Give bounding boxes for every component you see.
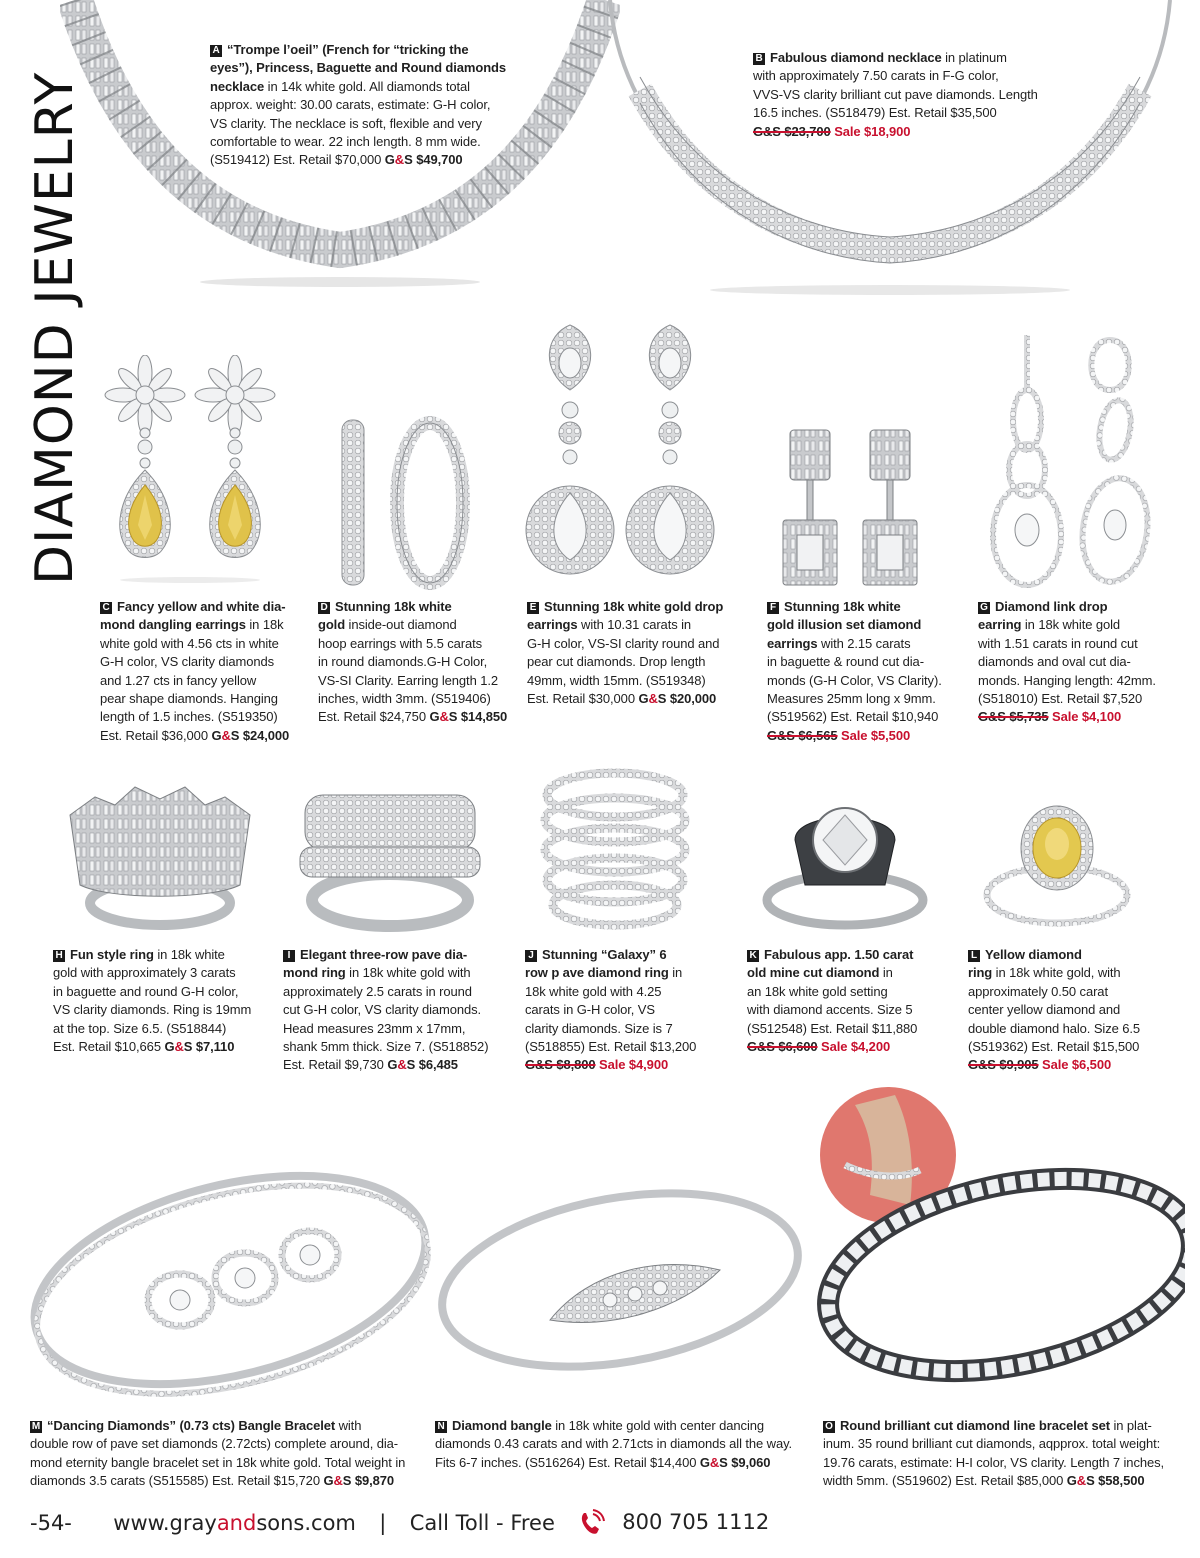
item-line: [968, 946, 1178, 964]
item-title: Round brilliant cut diamond line bracelet set: [840, 1418, 1110, 1433]
item-text: approximately 0.50 carat: [968, 983, 1108, 999]
item-h: [53, 946, 273, 1056]
item-letter-badge: H: [53, 950, 65, 962]
item-line: [318, 708, 518, 726]
item-line: [968, 964, 1178, 982]
item-line: [283, 1038, 513, 1056]
item-text: with 10.31 carats in: [577, 617, 692, 633]
item-line: [318, 690, 518, 708]
item-text: double diamond halo. Size 6.5: [968, 1020, 1141, 1036]
sale-price: Sale $6,500: [1038, 1057, 1112, 1073]
item-line: [53, 1001, 273, 1019]
item-title: necklace: [210, 78, 265, 94]
item-title: Stunning 18k white: [784, 599, 901, 614]
item-line: [767, 727, 967, 745]
item-line: [823, 1454, 1193, 1472]
item-line: [747, 964, 947, 982]
gs-label: G&S: [429, 709, 461, 725]
item-line: [747, 946, 947, 964]
gs-label: G&S: [699, 1454, 732, 1470]
item-text: 16.5 inches. (S518479) Est. Retail $35,500: [753, 105, 997, 121]
item-line: [100, 690, 300, 708]
item-line: [767, 690, 967, 708]
item-line: [968, 1056, 1178, 1074]
item-line: [318, 598, 518, 616]
item-text: mond eternity bangle bracelet set in 18k white gold. Total weight in: [30, 1454, 406, 1470]
item-title: gold: [318, 617, 346, 633]
item-text: in baguette & round cut dia-: [767, 654, 924, 670]
item-line: [767, 672, 967, 690]
item-line: [823, 1435, 1193, 1453]
product-image-ring-i: [290, 775, 490, 935]
item-line: [527, 690, 747, 708]
item-text: approx. weight: 30.00 carats, estimate: G-H color,: [210, 97, 491, 113]
sale-price: Sale $18,900: [830, 123, 911, 139]
item-line: [747, 1020, 947, 1038]
gs-original-price: G&S $23,700: [753, 123, 831, 139]
item-text: in 18k white gold with center dancing: [551, 1418, 764, 1433]
gs-label: G&S: [323, 1473, 355, 1489]
item-title: earrings: [527, 617, 578, 633]
item-text: Est. Retail $10,665: [53, 1039, 165, 1055]
item-line: [525, 1001, 725, 1019]
item-title: eyes”), Princess, Baguette and Round diamonds: [210, 60, 507, 76]
item-title: Fun style ring: [70, 947, 154, 962]
item-text: with approximately 7.50 carats in F-G color,: [753, 68, 999, 84]
item-title: mond dangling earrings: [100, 617, 246, 633]
item-title: Stunning “Galaxy” 6: [542, 947, 667, 962]
item-title: gold illusion set diamond: [767, 617, 922, 633]
gs-price: $24,000: [242, 727, 290, 743]
item-text: with 1.51 carats in round cut: [978, 635, 1138, 651]
item-line: [100, 635, 300, 653]
item-line: [100, 616, 300, 634]
item-line: [753, 104, 1083, 122]
item-i: [283, 946, 513, 1075]
gs-label: G&S: [384, 152, 417, 168]
item-text: at the top. Size 6.5. (S518844): [53, 1020, 227, 1036]
item-line: [435, 1435, 815, 1453]
item-title: earring: [978, 617, 1022, 633]
website-link[interactable]: [113, 1510, 362, 1534]
item-text: diamonds 0.43 carats and with 2.71cts in diamonds all the way.: [435, 1436, 793, 1452]
phone-icon: [576, 1508, 606, 1538]
item-line: [100, 598, 300, 616]
item-letter-badge: O: [823, 1421, 835, 1433]
item-text: in round diamonds.G-H Color,: [318, 654, 488, 670]
item-text: in: [668, 965, 683, 981]
website-part-2: and: [216, 1511, 257, 1535]
item-line: [30, 1417, 430, 1435]
website-part-1: www.gray: [113, 1511, 217, 1535]
item-line: [978, 616, 1178, 634]
item-line: [210, 151, 540, 169]
item-o: [823, 1417, 1193, 1491]
item-text: (S519362) Est. Retail $15,500: [968, 1039, 1140, 1055]
item-line: [747, 1038, 947, 1056]
gs-price: $49,700: [416, 152, 463, 168]
item-line: [53, 964, 273, 982]
item-line: [318, 653, 518, 671]
gs-original-price: G&S $9,905: [968, 1057, 1039, 1073]
item-text: pear cut diamonds. Drop length: [527, 654, 706, 670]
item-line: [525, 964, 725, 982]
item-text: in 14k white gold. All diamonds total: [264, 78, 470, 94]
item-g: [978, 598, 1178, 727]
item-text: VS clarity. The necklace is soft, flexible and very: [210, 115, 482, 131]
item-d: [318, 598, 518, 727]
item-text: width 5mm. (S519602) Est. Retail $85,000: [823, 1473, 1067, 1489]
item-text: in 18k white gold with: [345, 965, 471, 981]
item-text: with 2.15 carats: [817, 635, 911, 651]
product-image-ring-j: [530, 755, 700, 935]
item-text: hoop earrings with 5.5 carats: [318, 635, 483, 651]
item-line: [767, 635, 967, 653]
item-line: [525, 1038, 725, 1056]
product-image-earrings-f: [775, 425, 925, 590]
item-text: Fits 6-7 inches. (S516264) Est. Retail $14,400: [435, 1454, 700, 1470]
item-line: [30, 1472, 430, 1490]
item-title: “Dancing Diamonds” (0.73 cts) Bangle Bracelet: [47, 1418, 336, 1433]
item-title: earrings: [767, 635, 818, 651]
item-title: Diamond link drop: [995, 599, 1108, 614]
item-title: Fabulous diamond necklace: [770, 50, 942, 65]
item-line: [283, 983, 513, 1001]
item-line: [747, 1001, 947, 1019]
gs-price: $9,870: [354, 1473, 395, 1489]
item-line: [753, 123, 1083, 141]
item-line: [100, 727, 300, 745]
gs-price: $7,110: [195, 1039, 235, 1055]
item-text: monds. Hanging length: 42mm.: [978, 672, 1156, 688]
item-text: approximately 2.5 carats in round: [283, 983, 472, 999]
item-line: [978, 690, 1178, 708]
item-line: [53, 1038, 273, 1056]
item-line: [435, 1417, 815, 1435]
product-image-earrings-g: [985, 330, 1155, 590]
product-image-bracelet-o: [800, 1085, 1185, 1405]
item-title: Fancy yellow and white dia-: [117, 599, 286, 614]
item-text: and 1.27 cts in fancy yellow: [100, 672, 257, 688]
item-text: inside-out diamond: [345, 617, 457, 633]
item-line: [100, 708, 300, 726]
item-text: with: [335, 1418, 362, 1433]
item-line: [968, 1001, 1178, 1019]
item-line: [527, 653, 747, 671]
item-text: double row of pave set diamonds (2.72cts) complete around, dia-: [30, 1436, 399, 1452]
item-text: Measures 25mm long x 9mm.: [767, 691, 936, 707]
item-line: [527, 635, 747, 653]
item-text: carats in G-H color, VS: [525, 1002, 655, 1018]
item-line: [100, 653, 300, 671]
item-m: [30, 1417, 430, 1491]
item-line: [767, 653, 967, 671]
item-letter-badge: J: [525, 950, 537, 962]
item-text: shank 5mm thick. Size 7. (S518852): [283, 1039, 489, 1055]
item-text: pear shape diamonds. Hanging: [100, 691, 278, 707]
item-text: in plat-: [1109, 1418, 1152, 1433]
item-line: [53, 983, 273, 1001]
item-text: comfortable to wear. 22 inch length. 8 mm wide.: [210, 134, 481, 150]
item-line: [30, 1435, 430, 1453]
item-line: [525, 1020, 725, 1038]
item-text: (S512548) Est. Retail $11,880: [747, 1020, 918, 1036]
item-text: in baguette and round G-H color,: [53, 983, 239, 999]
gs-price: $58,500: [1098, 1473, 1145, 1489]
item-letter-badge: C: [100, 602, 112, 614]
item-line: [767, 708, 967, 726]
item-text: VS-SI Clarity. Earring length 1.2: [318, 672, 498, 688]
footer-separator: |: [379, 1511, 387, 1535]
item-line: [210, 41, 540, 59]
item-text: G-H color, VS clarity diamonds: [100, 654, 275, 670]
item-line: [210, 78, 540, 96]
item-text: cut G-H color, VS clarity diamonds.: [283, 1002, 482, 1018]
item-line: [318, 672, 518, 690]
item-text: 19.76 carats, estimate: H-I color, VS clarity. Length 7 inches,: [823, 1454, 1165, 1470]
item-text: (S518010) Est. Retail $7,520: [978, 691, 1143, 707]
product-image-earrings-e: [525, 315, 715, 590]
item-line: [210, 133, 540, 151]
item-line: [968, 1038, 1178, 1056]
gs-price: $20,000: [669, 691, 717, 707]
item-l: [968, 946, 1178, 1075]
call-toll-free: Call Toll - Free: [409, 1511, 555, 1535]
item-text: diamonds 3.5 carats (S515585) Est. Retail $15,720: [30, 1473, 324, 1489]
product-image-ring-k: [755, 790, 935, 935]
gs-price: $6,485: [418, 1057, 458, 1073]
item-letter-badge: K: [747, 950, 759, 962]
page-number: -54-: [30, 1511, 72, 1535]
gs-price: $14,850: [460, 709, 508, 725]
sale-price: Sale $5,500: [837, 727, 911, 743]
gs-original-price: G&S $5,735: [978, 709, 1049, 725]
item-text: in: [879, 965, 893, 981]
item-line: [747, 983, 947, 1001]
item-text: clarity diamonds. Size is 7: [525, 1020, 673, 1036]
item-line: [527, 598, 747, 616]
item-title: ring: [968, 965, 993, 981]
item-text: with diamond accents. Size 5: [747, 1002, 913, 1018]
item-line: [753, 67, 1083, 85]
item-line: [753, 86, 1083, 104]
sale-price: Sale $4,100: [1048, 709, 1122, 725]
item-letter-badge: B: [753, 53, 765, 65]
phone-number[interactable]: 800 705 1112: [622, 1510, 770, 1534]
item-text: in 18k: [245, 617, 284, 633]
item-text: Est. Retail $24,750: [318, 709, 430, 725]
gs-label: G&S: [164, 1039, 196, 1055]
item-line: [525, 1056, 725, 1074]
sale-price: Sale $4,900: [595, 1057, 669, 1073]
product-image-earrings-d: [330, 415, 475, 590]
item-line: [30, 1454, 430, 1472]
item-line: [210, 96, 540, 114]
item-line: [527, 672, 747, 690]
item-letter-badge: F: [767, 602, 779, 614]
item-line: [53, 946, 273, 964]
item-title: row p ave diamond ring: [525, 965, 669, 981]
product-image-necklace-b: [600, 0, 1180, 300]
item-title: Fabulous app. 1.50 carat: [764, 947, 914, 962]
page-footer: [30, 1508, 770, 1548]
item-text: diamonds and oval cut dia-: [978, 654, 1131, 670]
item-text: (S519412) Est. Retail $70,000: [210, 152, 385, 168]
item-text: white gold with 4.56 cts in white: [100, 635, 279, 651]
item-line: [318, 616, 518, 634]
item-e: [527, 598, 747, 708]
item-line: [210, 115, 540, 133]
item-line: [823, 1472, 1193, 1490]
product-image-ring-l: [975, 800, 1140, 935]
item-n: [435, 1417, 815, 1472]
item-text: center yellow diamond and: [968, 1002, 1121, 1018]
item-line: [525, 983, 725, 1001]
item-text: Est. Retail $9,730: [283, 1057, 388, 1073]
item-title: Yellow diamond: [985, 947, 1082, 962]
item-letter-badge: M: [31, 1421, 41, 1432]
item-line: [435, 1454, 815, 1472]
item-text: in 18k white: [153, 947, 225, 962]
item-line: [283, 946, 513, 964]
item-f: [767, 598, 967, 745]
item-text: VS clarity diamonds. Ring is 19mm: [53, 1002, 252, 1018]
item-line: [968, 983, 1178, 1001]
item-text: inum. 35 round brilliant cut diamonds, aqpprox. total weight:: [823, 1436, 1161, 1452]
product-image-ring-h: [60, 775, 260, 935]
item-line: [53, 1020, 273, 1038]
item-line: [525, 946, 725, 964]
item-text: monds (G-H Color, VS Clarity).: [767, 672, 942, 688]
item-text: gold with approximately 3 carats: [53, 965, 236, 981]
item-k: [747, 946, 947, 1056]
item-a: [210, 41, 540, 170]
gs-price: $9,060: [731, 1454, 771, 1470]
item-line: [767, 616, 967, 634]
item-title: Elegant three-row pave dia-: [300, 947, 468, 962]
item-title: old mine cut diamond: [747, 965, 880, 981]
item-line: [978, 653, 1178, 671]
item-text: in 18k white gold: [1021, 617, 1121, 633]
gs-label: G&S: [1066, 1473, 1099, 1489]
item-letter-badge: N: [435, 1421, 447, 1433]
gs-label: G&S: [387, 1057, 419, 1073]
item-letter-badge: I: [283, 950, 295, 962]
item-c: [100, 598, 300, 745]
item-b: [753, 49, 1083, 141]
item-letter-badge: L: [968, 950, 980, 962]
gs-original-price: G&S $6,600: [747, 1039, 818, 1055]
item-title: mond ring: [283, 965, 346, 981]
item-text: (S519562) Est. Retail $10,940: [767, 709, 939, 725]
item-text: Head measures 23mm x 17mm,: [283, 1020, 466, 1036]
item-line: [318, 635, 518, 653]
item-text: 18k white gold with 4.25: [525, 983, 662, 999]
page-title: DIAMOND JEWELRY: [25, 71, 85, 585]
item-line: [978, 708, 1178, 726]
item-text: G-H color, VS-SI clarity round and: [527, 635, 720, 651]
item-text: in 18k white gold, with: [992, 965, 1121, 981]
item-text: Est. Retail $30,000: [527, 691, 639, 707]
sale-price: Sale $4,200: [817, 1039, 891, 1055]
item-line: [978, 635, 1178, 653]
item-line: [767, 598, 967, 616]
item-line: [210, 59, 540, 77]
item-text: length of 1.5 inches. (S519350): [100, 709, 278, 725]
item-line: [283, 1056, 513, 1074]
item-letter-badge: G: [978, 602, 990, 614]
item-text: 49mm, width 15mm. (S519348): [527, 672, 706, 688]
gs-original-price: G&S $8,800: [525, 1057, 596, 1073]
item-letter-badge: E: [527, 602, 539, 614]
item-line: [283, 1001, 513, 1019]
item-line: [283, 1020, 513, 1038]
item-line: [823, 1417, 1193, 1435]
item-line: [100, 672, 300, 690]
item-line: [527, 616, 747, 634]
item-text: inches, width 3mm. (S519406): [318, 691, 491, 707]
item-line: [283, 964, 513, 982]
item-letter-badge: D: [318, 602, 330, 614]
item-letter-badge: A: [210, 45, 222, 57]
item-text: Est. Retail $36,000: [100, 727, 212, 743]
gs-label: G&S: [211, 727, 243, 743]
product-image-bangle-m: [20, 1160, 440, 1400]
item-line: [978, 598, 1178, 616]
item-line: [753, 49, 1083, 67]
product-image-bangle-n: [430, 1160, 810, 1400]
item-text: in platinum: [941, 50, 1007, 65]
item-title: “Trompe l’oeil” (French for “tricking the: [227, 42, 469, 57]
website-part-3: sons.com: [256, 1511, 356, 1535]
item-text: VVS-VS clarity brilliant cut pave diamonds. Length: [753, 86, 1038, 102]
gs-label: G&S: [638, 691, 670, 707]
gs-original-price: G&S $6,565: [767, 727, 838, 743]
item-title: Stunning 18k white gold drop: [544, 599, 724, 614]
item-j: [525, 946, 725, 1075]
item-title: Stunning 18k white: [335, 599, 452, 614]
product-image-earrings-c: [100, 355, 280, 585]
item-text: an 18k white gold setting: [747, 983, 888, 999]
item-line: [978, 672, 1178, 690]
item-title: Diamond bangle: [452, 1418, 552, 1433]
item-line: [968, 1020, 1178, 1038]
item-text: (S518855) Est. Retail $13,200: [525, 1039, 697, 1055]
